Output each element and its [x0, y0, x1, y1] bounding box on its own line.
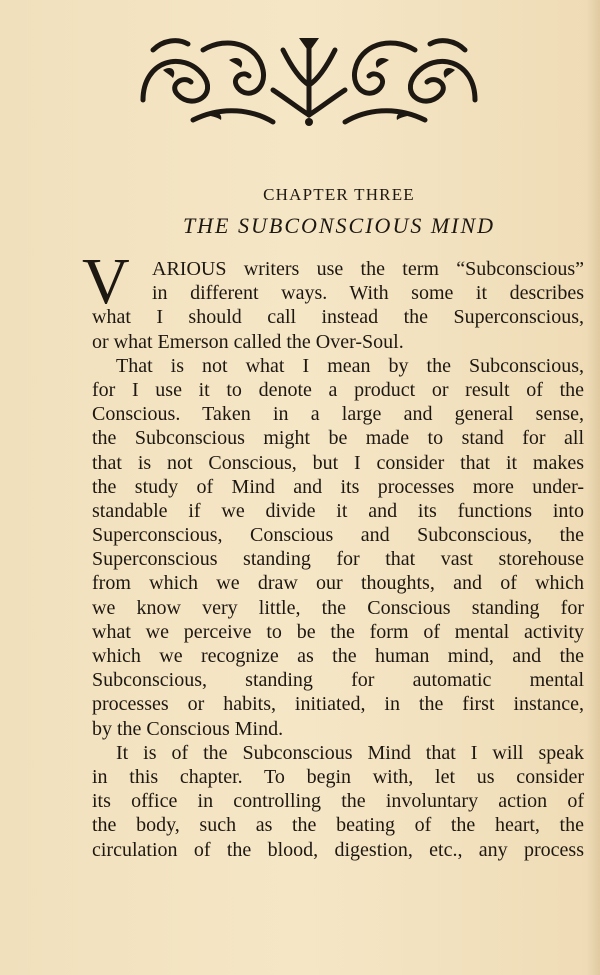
- text-line: processes or habits, initiated, in the first instance,: [92, 693, 584, 716]
- text-line: from which we draw our thoughts, and of which: [92, 572, 584, 595]
- chapter-title: THE SUBCONSCIOUS MIND: [182, 213, 496, 238]
- scroll-vine-headpiece-icon: [133, 30, 485, 130]
- text-line: what I should call instead the Superconscious,: [92, 306, 584, 329]
- text-line: we know very little, the Conscious standing for: [92, 596, 584, 619]
- text-line: its office in controlling the involuntary action of: [92, 790, 584, 813]
- text-line: That is not what I mean by the Subconscious,: [116, 354, 584, 377]
- text-line: by the Conscious Mind.: [92, 717, 284, 740]
- text-line: Superconscious, Conscious and Subconscious, the: [92, 524, 584, 547]
- text-line: that is not Conscious, but I consider that it makes: [92, 451, 584, 474]
- text-line: standable if we divide it and its functions into: [92, 499, 584, 522]
- text-line: in this chapter. To begin with, let us consider: [92, 765, 584, 788]
- text-line: or what Emerson called the Over-Soul.: [92, 330, 404, 353]
- text-line: Conscious. Taken in a large and general sense,: [92, 403, 584, 426]
- chapter-body: [82, 245, 584, 862]
- text-line: Subconscious, standing for automatic mental: [92, 669, 584, 692]
- text-line: what we perceive to be the form of mental activity: [92, 620, 584, 643]
- text-line: It is of the Subconscious Mind that I will speak: [116, 741, 584, 764]
- chapter-label: CHAPTER THREE: [263, 185, 415, 204]
- text-line: which we recognize as the human mind, and the: [92, 645, 584, 667]
- text-line: Superconscious standing for that vast storehouse: [92, 548, 584, 571]
- text-line: the study of Mind and its processes more under-: [92, 475, 584, 498]
- page-edge-shadow: [586, 0, 600, 975]
- text-line: the body, such as the beating of the heart, the: [92, 814, 584, 837]
- text-line: in different ways. With some it describes: [152, 282, 584, 305]
- text-line: for I use it to denote a product or result of the: [92, 378, 584, 401]
- text-line: circulation of the blood, digestion, etc., any process: [92, 838, 584, 861]
- text-line: the Subconscious might be made to stand for all: [92, 427, 584, 450]
- text-line: ARIOUS writers use the term “Subconscious”: [152, 258, 584, 280]
- drop-cap: V: [82, 245, 130, 318]
